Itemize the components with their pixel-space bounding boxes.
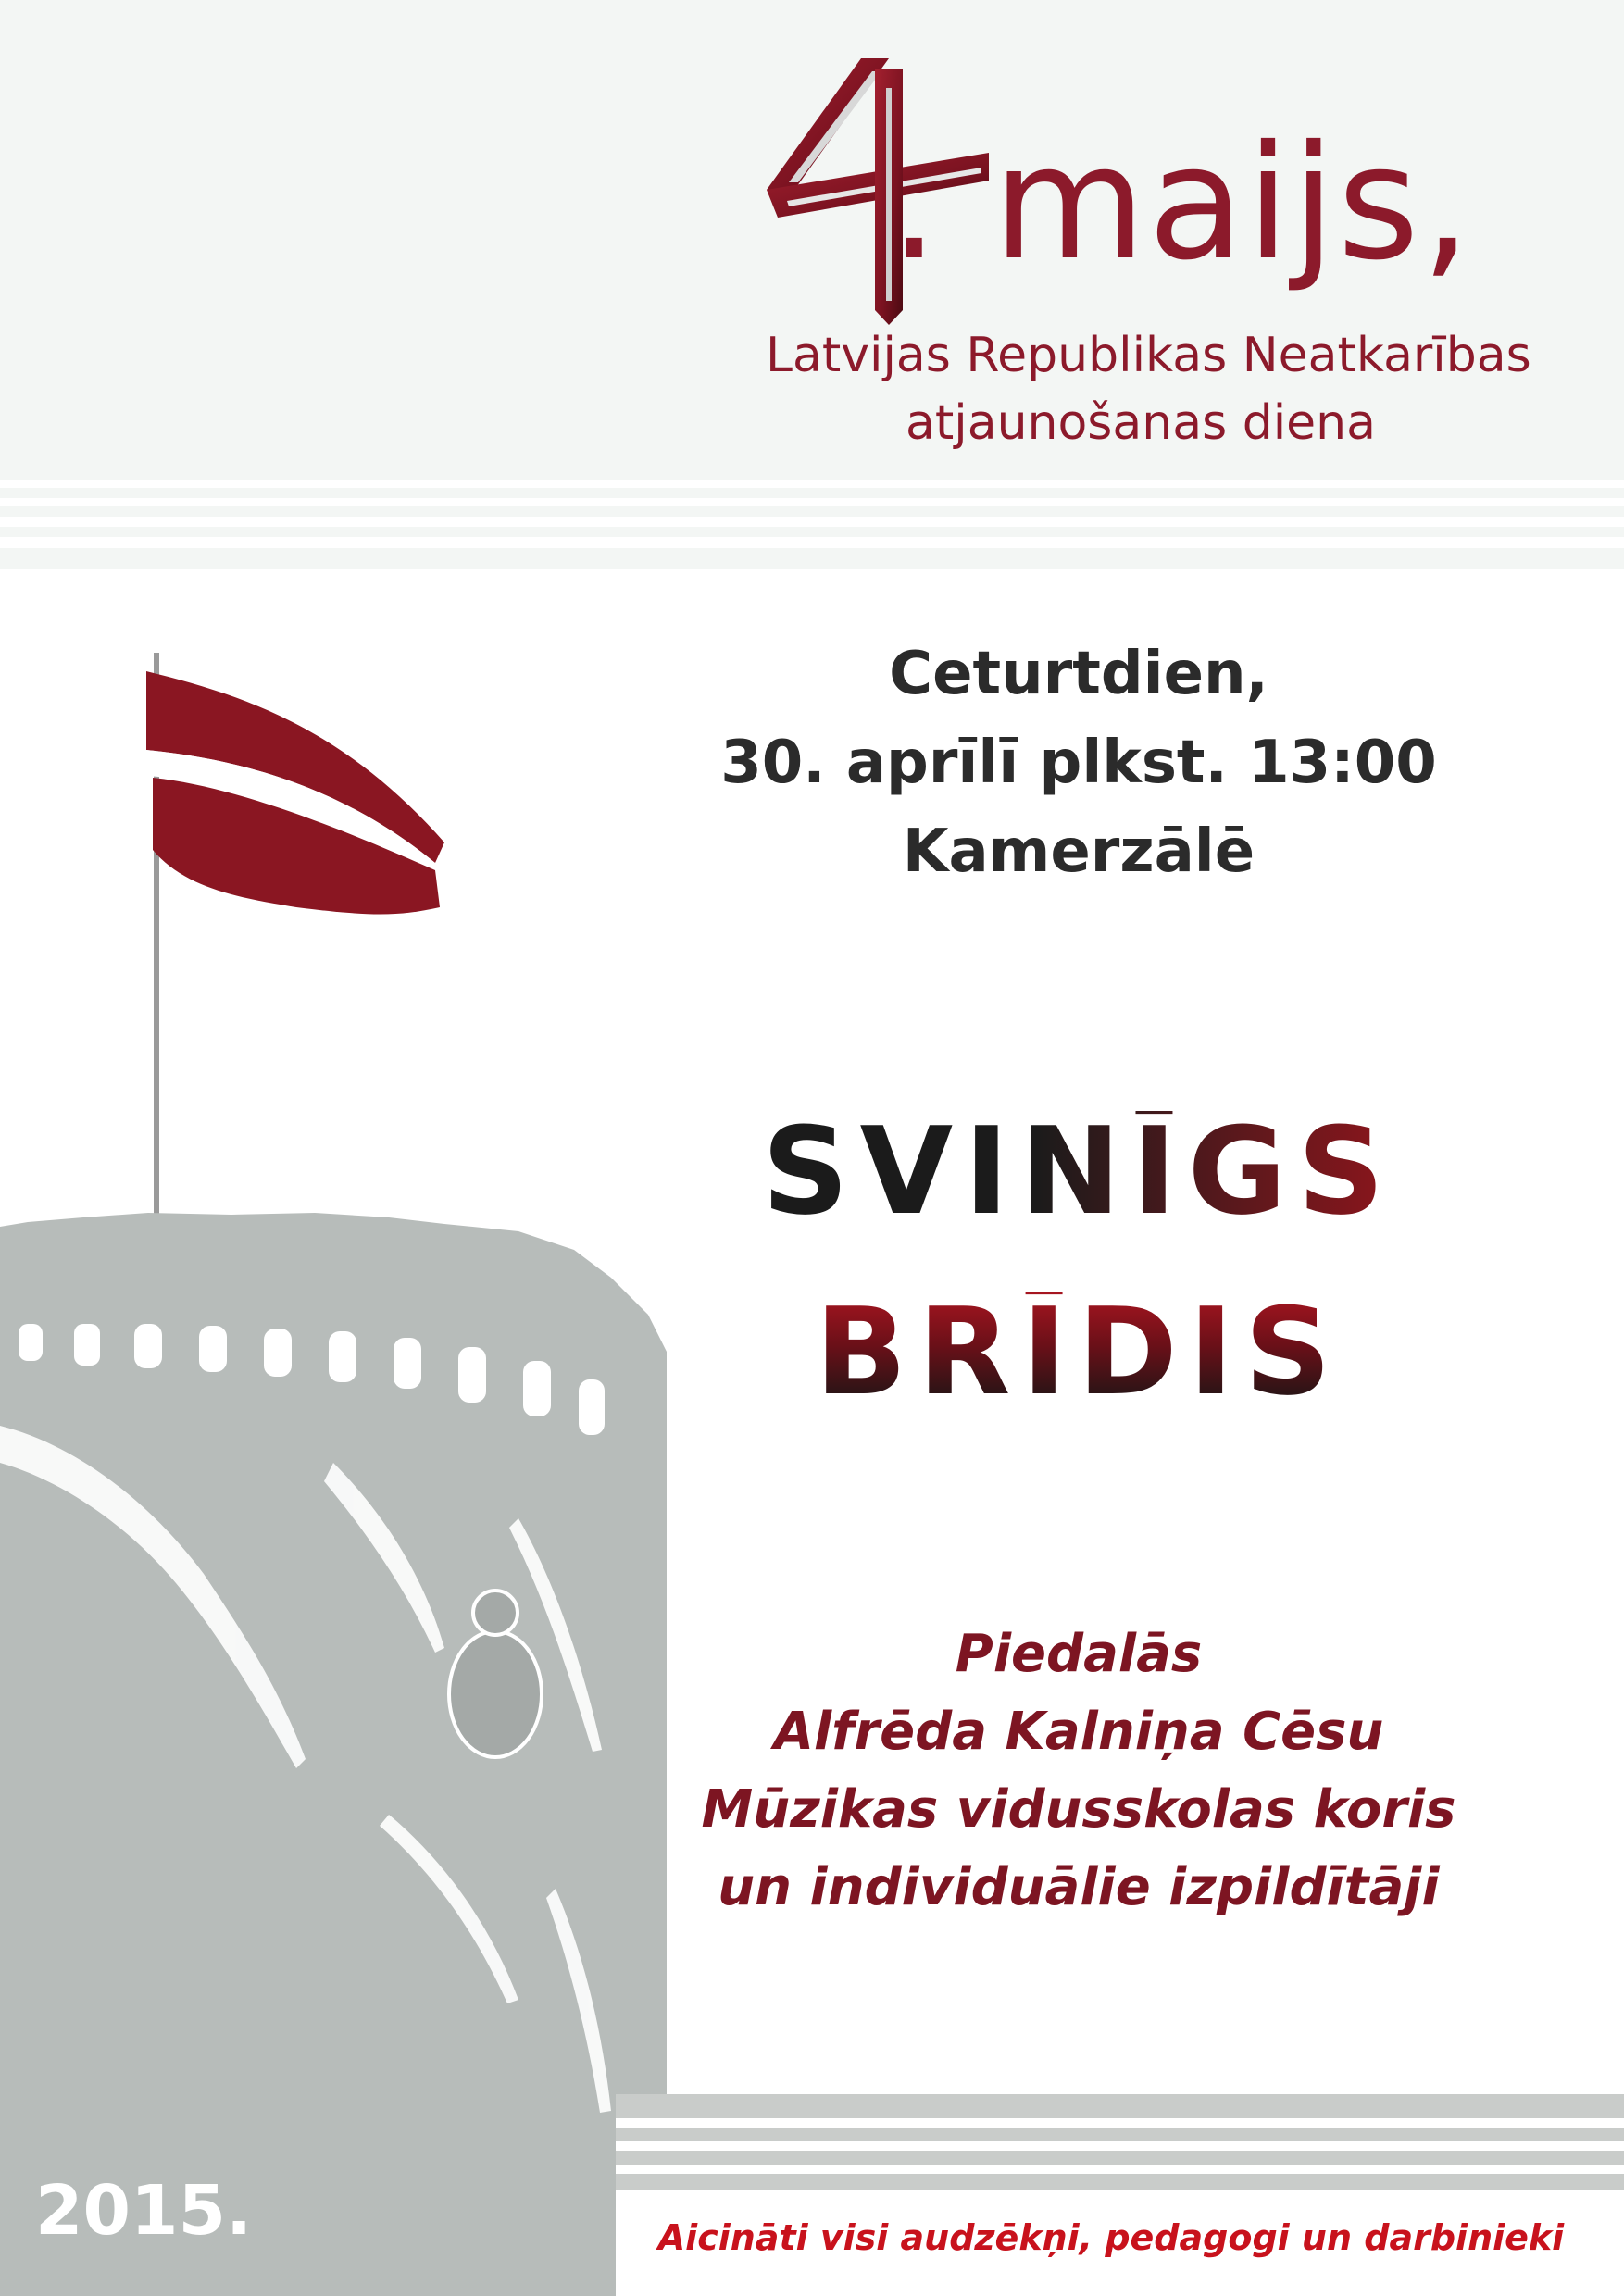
event-day: Ceturtdien, [889,640,1268,708]
participants-line4: un individuālie izpildītāji [718,1857,1440,1917]
header-stripe [0,537,1624,548]
header-subtitle-line2: atjaunošanas diena [906,395,1376,451]
footer-invitation: Aicināti visi audzēkņi, pedagogi un darbinieki [657,2217,1565,2258]
castle-tower-with-flag-icon [0,611,667,2296]
event-details [648,630,1509,896]
headline-line2: BRĪDIS [648,1292,1509,1412]
participants [648,1616,1509,1927]
header-stripe [0,498,1624,506]
footer-stripe [616,2141,1624,2151]
participants-line1: Piedalās [955,1624,1203,1684]
header-subtitle-line1: Latvijas Republikas Neatkarības [766,328,1531,383]
footer-year: 2015. [35,2171,253,2251]
participants-line2: Alfrēda Kalniņa Cēsu [773,1702,1384,1762]
footer-stripe [616,2118,1624,2128]
header-stripe [0,480,1624,488]
participants-line3: Mūzikas vidusskolas koris [701,1779,1456,1840]
header-title: . maijs, [889,112,1473,295]
event-venue: Kamerzālē [902,817,1255,886]
headline-line1: SVINĪGS [648,1111,1509,1231]
footer-stripe [616,2165,1624,2174]
event-datetime: 30. aprīlī plkst. 13:00 [720,729,1437,797]
header-stripe [0,517,1624,527]
